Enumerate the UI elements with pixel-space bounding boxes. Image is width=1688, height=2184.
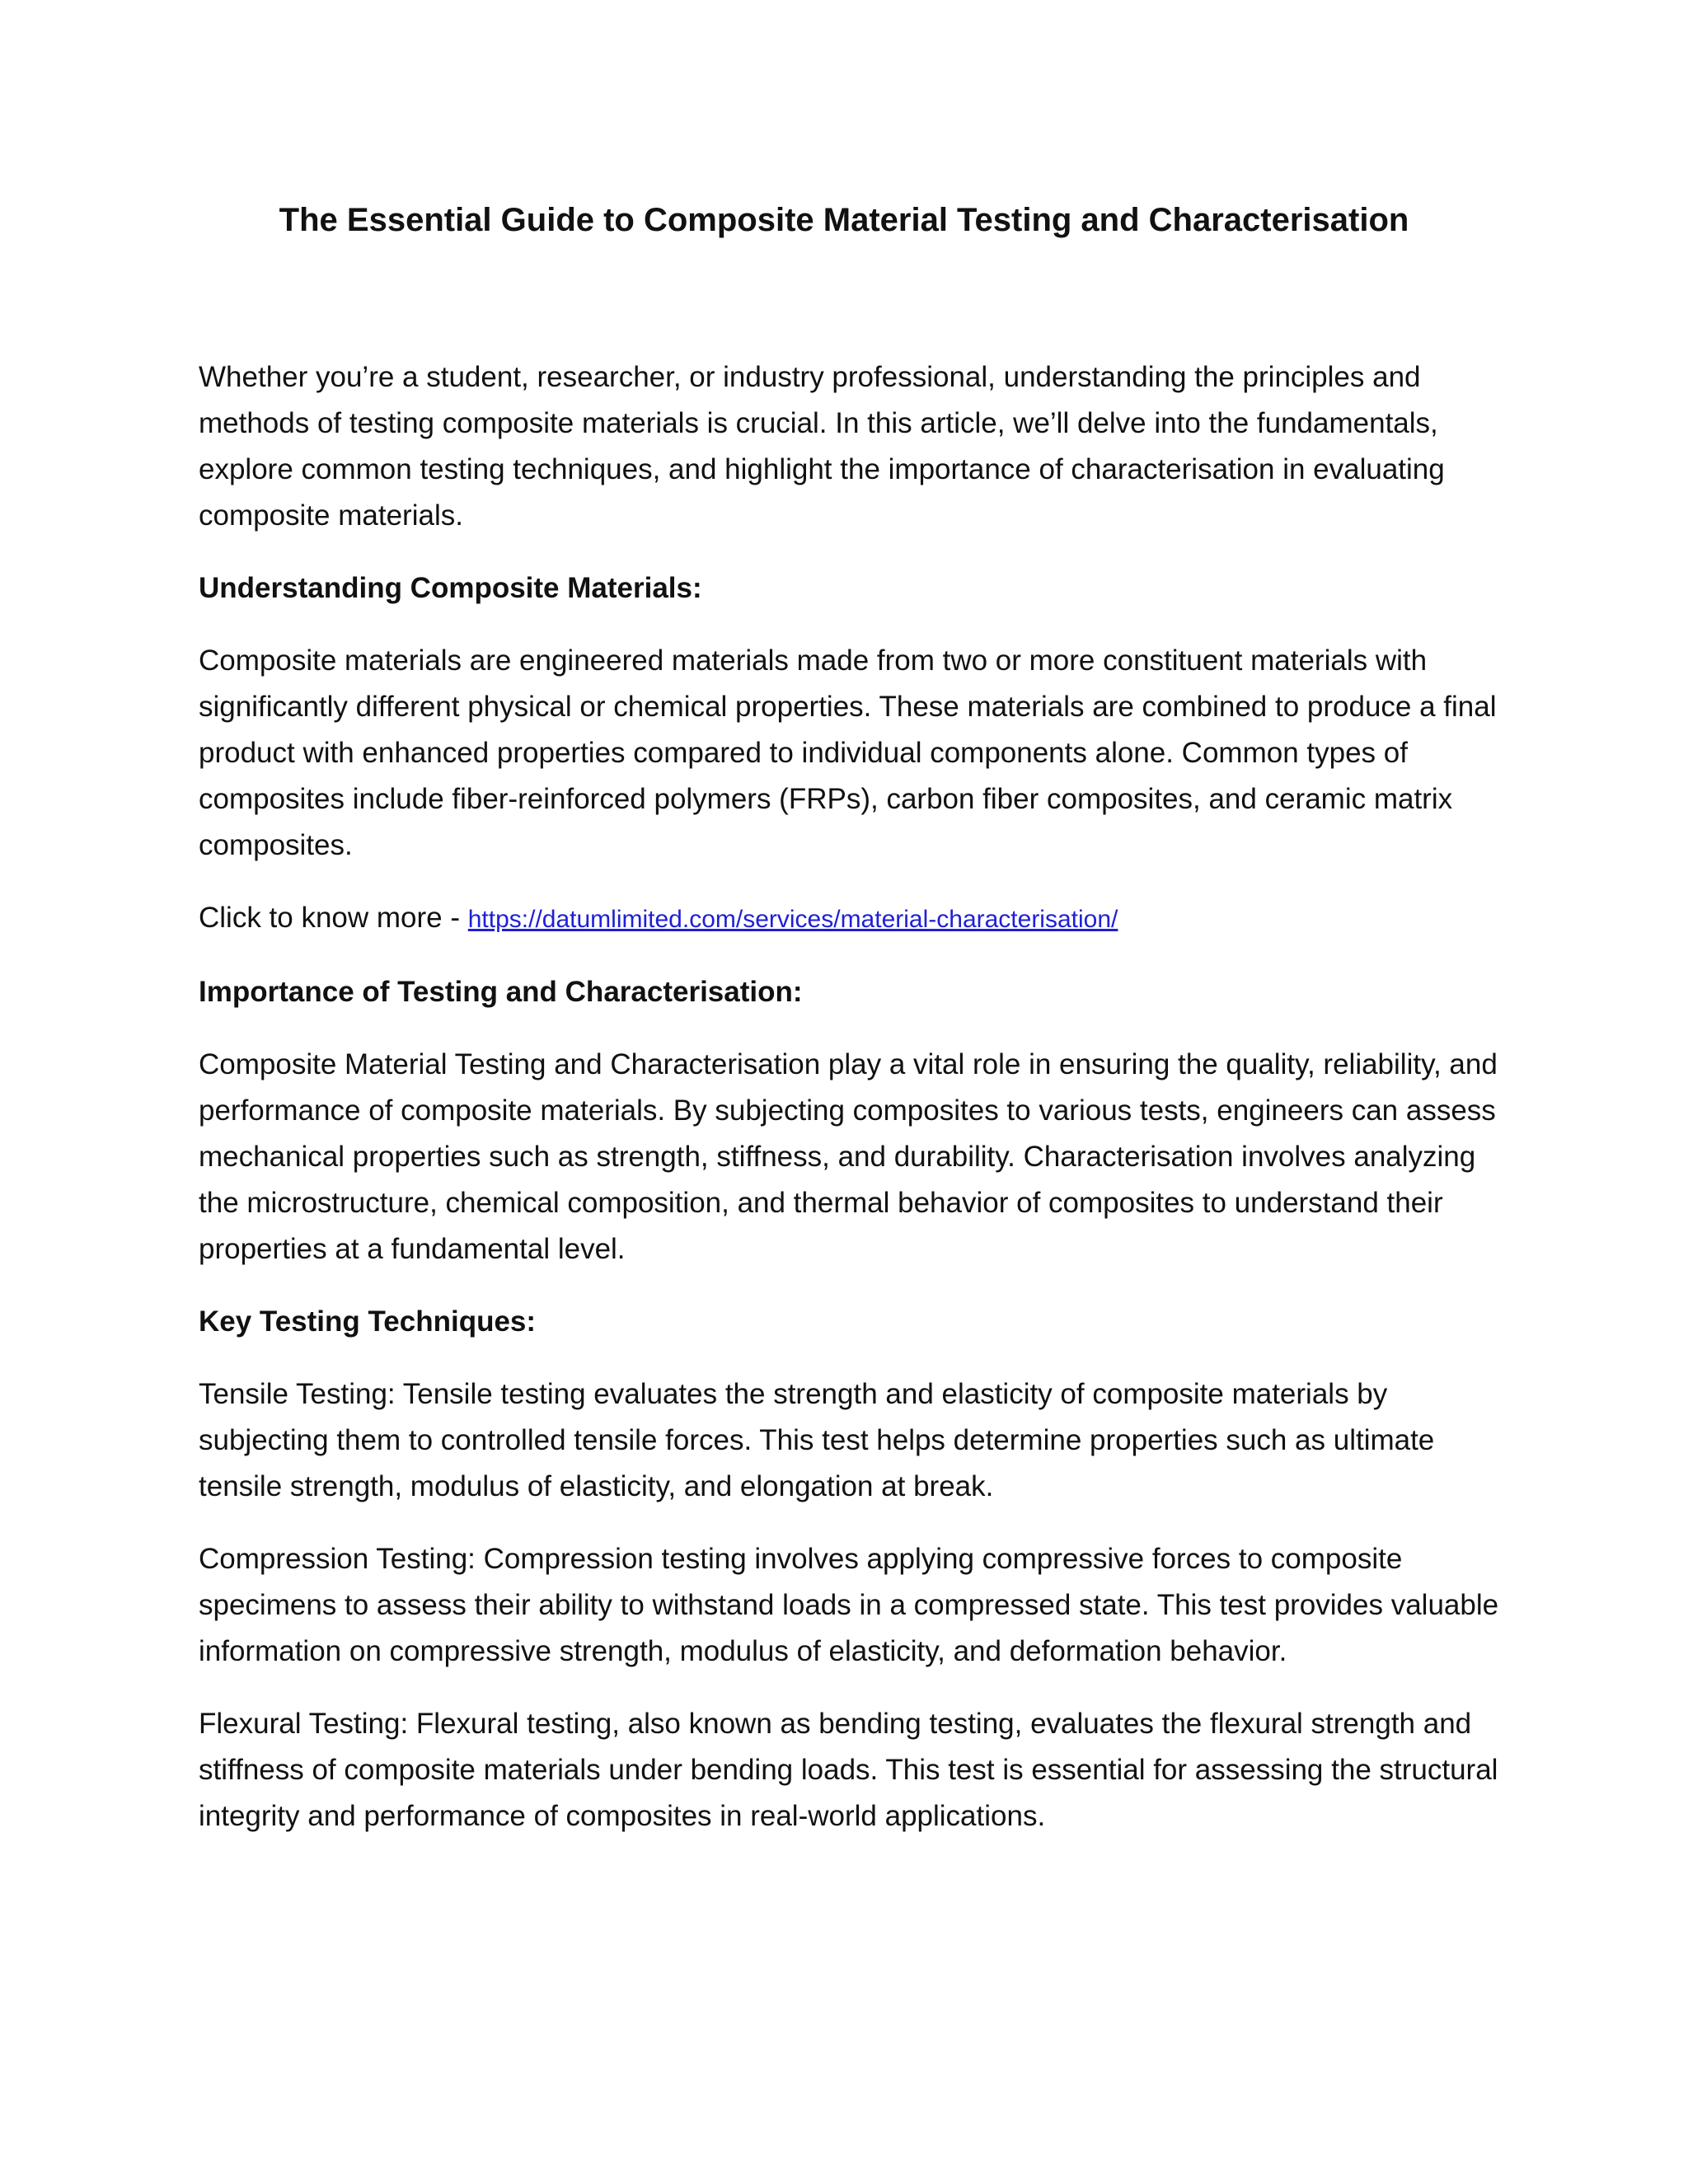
section-heading-importance: Importance of Testing and Characterisation: [199, 976, 803, 1008]
tensile-testing-paragraph: Tensile Testing: Tensile testing evaluates the strength and elasticity of composite materials by subjecting them to controlled tensile forces. This test helps determine properties such as ultimate tensile strength, modulus of elasticity, and elongation at break. [199, 1378, 1435, 1502]
know-more-label: Click to know more - [199, 902, 468, 934]
importance-paragraph: Composite Material Testing and Characterisation play a vital role in ensuring the quality, reliability, and performance of composite materials. By subjecting composites to various tests, engineers can assess mechanical properties such as strength, stiffness, and durability. Characterisation involves analyzing the microstructure, chemical composition, and thermal behavior of composites to understand their properties at a fundamental level. [199, 1048, 1498, 1265]
section-heading-key-techniques: Key Testing Techniques: [199, 1305, 537, 1338]
flexural-testing-paragraph: Flexural Testing: Flexural testing, also known as bending testing, evaluates the flexural strength and stiffness of composite materials under bending loads. This test is essential for assessing the structural integrity and performance of composites in real-world applications. [199, 1708, 1498, 1832]
document-title: The Essential Guide to Composite Material Testing and Characterisation [279, 202, 1409, 238]
compression-testing-paragraph: Compression Testing: Compression testing involves applying compressive forces to composite specimens to assess their ability to withstand loads in a compressed state. This test provides valuable information on compressive strength, modulus of elasticity, and deformation behavior. [199, 1543, 1499, 1667]
know-more-line [199, 895, 1501, 943]
section-heading-understanding: Understanding Composite Materials: [199, 572, 702, 604]
material-characterisation-link[interactable]: https://datumlimited.com/services/material-characterisation/ [467, 906, 1118, 933]
document-body [199, 354, 1501, 1866]
intro-paragraph: Whether you’re a student, researcher, or industry professional, understanding the principles and methods of testing composite materials is crucial. In this article, we’ll delve into the fundamentals, explore common testing techniques, and highlight the importance of characterisation in evaluating composite materials. [199, 361, 1445, 532]
understanding-paragraph: Composite materials are engineered materials made from two or more constituent materials with significantly different physical or chemical properties. These materials are combined to produce a final product with enhanced properties compared to individual components alone. Common types of composites include fiber-reinforced polymers (FRPs), carbon fiber composites, and ceramic matrix composites. [199, 644, 1497, 861]
